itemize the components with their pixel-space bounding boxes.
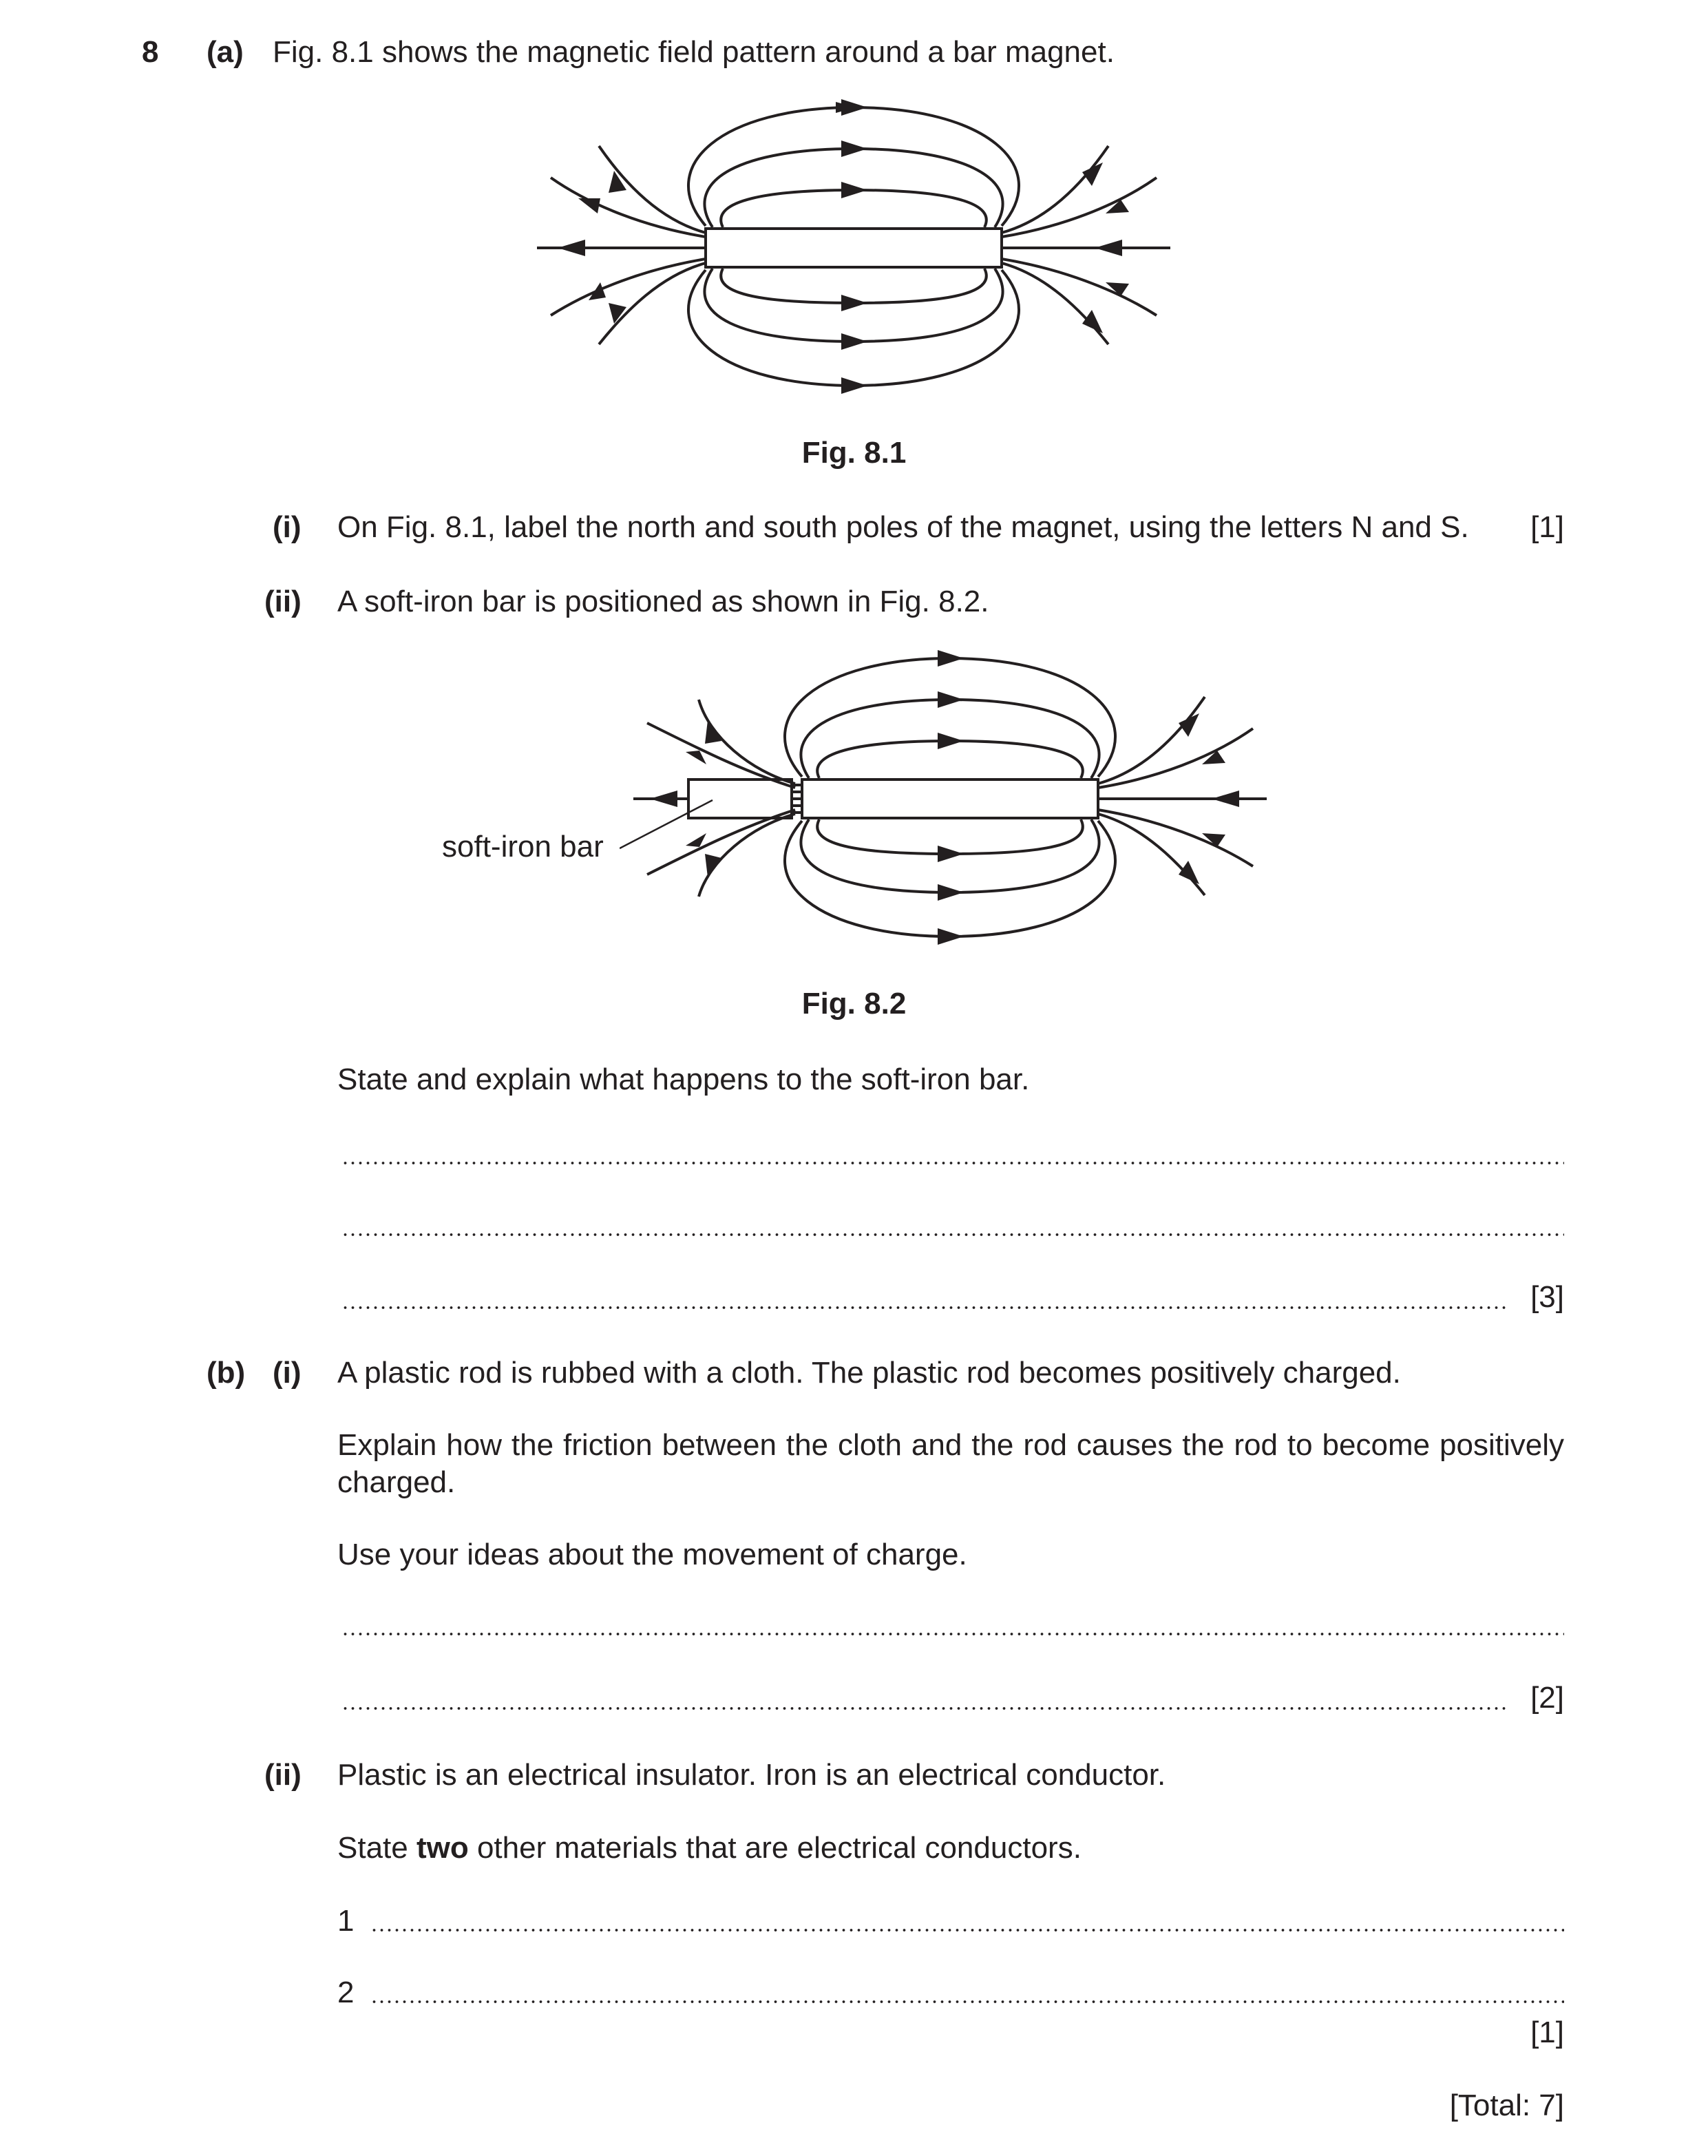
part-b-i-explain: Explain how the friction between the cloth and the rod causes the rod to become positively charged. (337, 1428, 1564, 1499)
field-line (647, 810, 795, 875)
part-a-ii-question: State and explain what happens to the soft-iron bar. (337, 1063, 1030, 1096)
fig-8-1-caption: Fig. 8.1 (801, 436, 907, 470)
part-b-ii-label: (ii) (264, 1758, 302, 1792)
field-line (1098, 729, 1253, 788)
field-line (817, 819, 1083, 854)
part-b-ii-text: Plastic is an electrical insulator. Iron is an electrical conductor. (337, 1758, 1166, 1792)
soft-iron-bar (688, 779, 792, 818)
part-a-i-label: (i) (273, 510, 302, 544)
fig-8-2-diagram (620, 647, 1280, 950)
answer-line[interactable] (341, 1161, 1564, 1165)
field-line (551, 259, 706, 315)
answer-line[interactable] (341, 1306, 1506, 1310)
part-b-i-marks: [2] (1530, 1681, 1564, 1715)
part-b-i-text: A plastic rod is rubbed with a cloth. The plastic rod becomes positively charged. (337, 1356, 1401, 1390)
field-line (647, 723, 795, 788)
part-a-intro: Fig. 8.1 shows the magnetic field pattern around a bar magnet. (273, 35, 1115, 69)
field-line (721, 269, 987, 303)
answer-line-2[interactable] (370, 2000, 1564, 2004)
fig-8-2-caption: Fig. 8.2 (801, 987, 907, 1021)
part-b-i-hint: Use your ideas about the movement of charge. (337, 1538, 967, 1571)
field-line (1002, 259, 1157, 315)
answer-number-2: 2 (337, 1976, 355, 2009)
answer-line-1[interactable] (370, 1928, 1564, 1932)
part-b-i-label: (i) (273, 1356, 302, 1390)
field-line (721, 190, 987, 227)
question-number: 8 (142, 35, 159, 69)
answer-line[interactable] (341, 1233, 1564, 1237)
part-a-i-text: On Fig. 8.1, label the north and south poles of the magnet, using the letters N and S. (337, 510, 1469, 544)
part-a-ii-label: (ii) (264, 585, 302, 618)
soft-iron-bar-label: soft-iron bar (442, 830, 604, 864)
part-a-ii-marks: [3] (1530, 1280, 1564, 1314)
bar-magnet (706, 229, 1002, 267)
part-a-label: (a) (207, 35, 244, 69)
fig-8-1-diagram (523, 96, 1184, 399)
answer-line[interactable] (341, 1632, 1564, 1636)
total-marks: [Total: 7] (1449, 2089, 1564, 2122)
field-line (792, 785, 802, 813)
field-line (1098, 810, 1253, 866)
field-line (551, 178, 706, 237)
field-line (817, 741, 1083, 778)
field-line (1002, 178, 1157, 237)
part-a-i-marks: [1] (1530, 510, 1564, 544)
part-a-ii-text: A soft-iron bar is positioned as shown in Fig. 8.2. (337, 585, 989, 618)
part-b-ii-marks: [1] (1530, 2016, 1564, 2049)
answer-number-1: 1 (337, 1904, 355, 1938)
part-b-ii-state: State two other materials that are electrical conductors. (337, 1831, 1082, 1865)
answer-line[interactable] (341, 1706, 1506, 1710)
bar-magnet (802, 779, 1098, 818)
part-b-label: (b) (207, 1356, 246, 1390)
